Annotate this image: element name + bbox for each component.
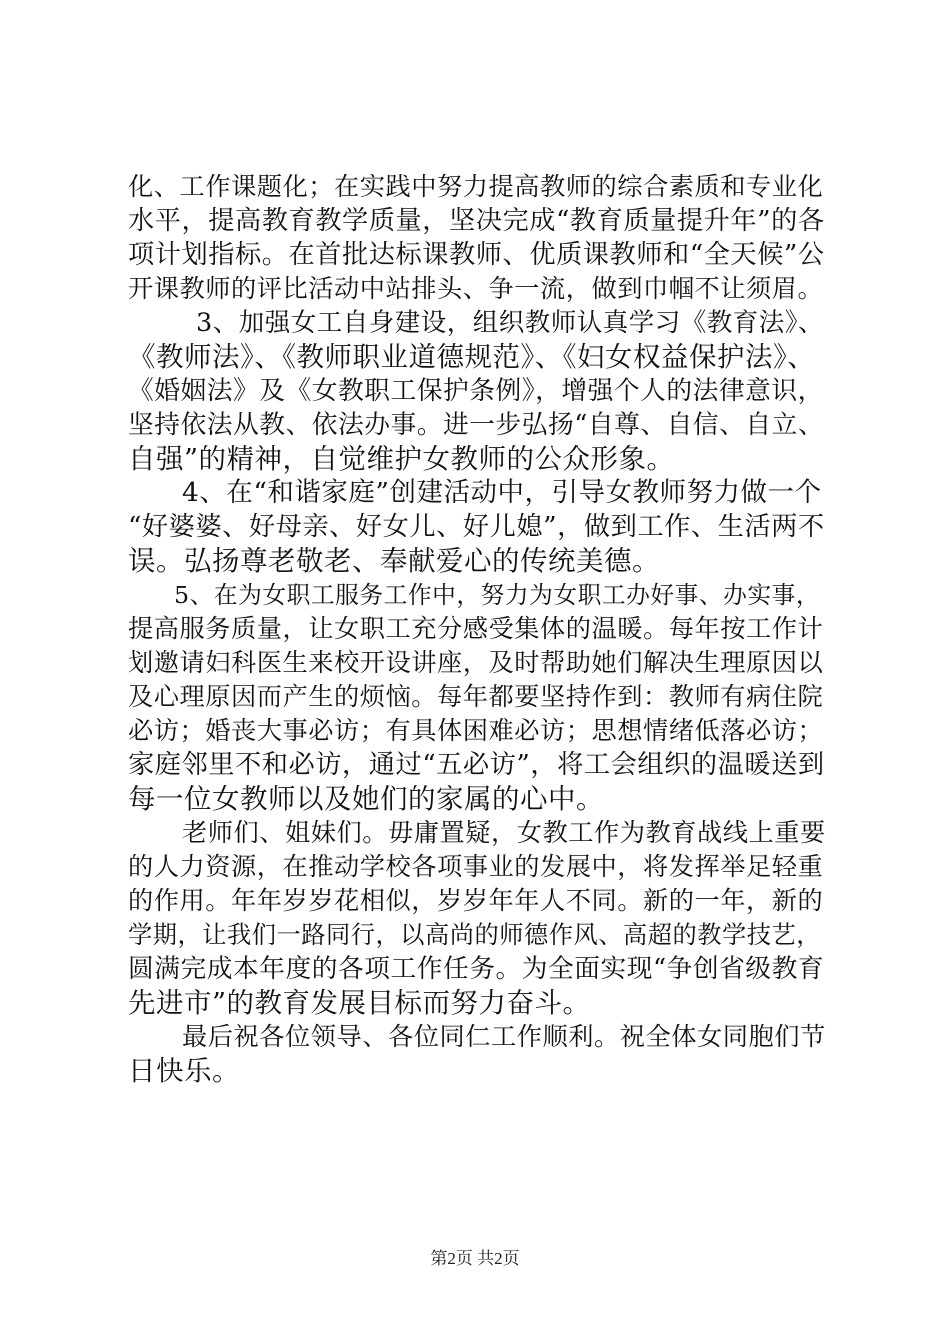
- text-line: 误。弘扬尊老敬老、奉献爱心的传统美德。: [128, 545, 660, 577]
- text-line: 坚持依法从教、依法办事。进一步弘扬“自尊、自信、自立、: [128, 410, 825, 440]
- text-line: 及心理原因而产生的烦恼。每年都要坚持作到：教师有病住院: [128, 682, 824, 711]
- text-line: 化、工作课题化；在实践中努力提高教师的综合素质和专业化: [128, 172, 824, 201]
- text-line: 老师们、姐妹们。毋庸置疑，女教工作为教育战线上重要: [182, 818, 826, 847]
- text-line: 提高服务质量，让女职工充分感受集体的温暖。每年按工作计: [128, 614, 824, 643]
- text-line: 日快乐。: [128, 1055, 240, 1087]
- text-line: 每一位女教师以及她们的家属的心中。: [128, 783, 604, 815]
- text-line: 《教师法》、《教师职业道德规范》、《妇女权益保护法》、: [128, 341, 816, 373]
- text-line: 自强”的精神，自觉维护女教师的公众形象。: [128, 443, 675, 475]
- text-line: 划邀请妇科医生来校开设讲座，及时帮助她们解决生理原因以: [128, 648, 824, 677]
- text-line: 先进市”的教育发展目标而努力奋斗。: [128, 987, 591, 1019]
- text-line: 圆满完成本年度的各项工作任务。为全面实现“争创省级教育: [128, 954, 825, 984]
- text-line: 的作用。年年岁岁花相似，岁岁年年人不同。新的一年，新的: [128, 886, 824, 915]
- page-number-footer: 第2页 共2页: [430, 1249, 520, 1268]
- text-line: 5、在为女职工服务工作中，努力为女职工办好事、办实事，: [174, 581, 821, 609]
- text-line: 必访；婚丧大事必访；有具体困难必访；思想情绪低落必访；: [128, 716, 824, 745]
- text-line: 最后祝各位领导、各位同仁工作顺利。祝全体女同胞们节: [182, 1022, 826, 1051]
- text-line: 《婚姻法》及《女教职工保护条例》，增强个人的法律意识，: [128, 376, 824, 406]
- text-line: 4、在“和谐家庭”创建活动中，引导女教师努力做一个: [182, 477, 822, 508]
- text-line: “好婆婆、好母亲、好女儿、好儿媳”，做到工作、生活两不: [128, 512, 825, 542]
- text-line: 学期，让我们一路同行，以高尚的师德作风、高超的教学技艺，: [128, 920, 822, 949]
- text-line: 家庭邻里不和必访，通过“五必访”，将工会组织的温暖送到: [128, 750, 825, 780]
- text-line: 水平，提高教育教学质量，坚决完成“教育质量提升年”的各: [128, 206, 825, 236]
- text-line: 开课教师的评比活动中站排头、争一流，做到巾帼不让须眉。: [128, 274, 824, 303]
- text-line: 3、加强女工自身建设，组织教师认真学习《教育法》、: [196, 308, 824, 338]
- text-line: 的人力资源，在推动学校各项事业的发展中，将发挥举足轻重: [128, 852, 824, 881]
- text-line: 项计划指标。在首批达标课教师、优质课教师和“全天候”公: [128, 240, 825, 270]
